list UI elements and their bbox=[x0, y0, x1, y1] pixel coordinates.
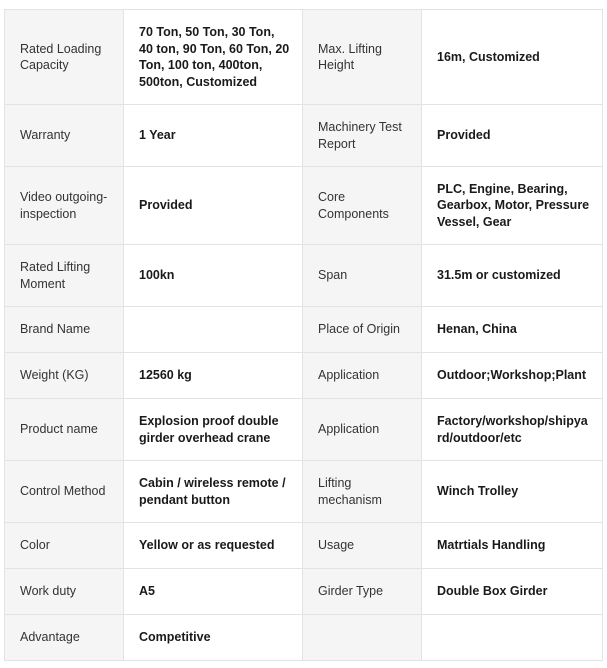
spec-value: 12560 kg bbox=[124, 353, 303, 399]
spec-label: Color bbox=[5, 523, 124, 569]
spec-value: Henan, China bbox=[422, 307, 603, 353]
spec-value: Provided bbox=[124, 167, 303, 245]
spec-label: Place of Origin bbox=[303, 307, 422, 353]
spec-label: Lifting mechanism bbox=[303, 461, 422, 523]
spec-label: Weight (KG) bbox=[5, 353, 124, 399]
spec-value: 16m, Customized bbox=[422, 10, 603, 105]
table-row bbox=[5, 569, 603, 615]
spec-label: Brand Name bbox=[5, 307, 124, 353]
spec-label: Girder Type bbox=[303, 569, 422, 615]
spec-label: Warranty bbox=[5, 105, 124, 167]
spec-label: Span bbox=[303, 245, 422, 307]
spec-value: Cabin / wireless remote / pendant button bbox=[124, 461, 303, 523]
spec-value: Yellow or as requested bbox=[124, 523, 303, 569]
spec-value: Factory/workshop/shipyard/outdoor/etc bbox=[422, 399, 603, 461]
spec-label: Application bbox=[303, 399, 422, 461]
spec-label: Machinery Test Report bbox=[303, 105, 422, 167]
table-row bbox=[5, 307, 603, 353]
table-row bbox=[5, 523, 603, 569]
spec-value: Provided bbox=[422, 105, 603, 167]
spec-label: Work duty bbox=[5, 569, 124, 615]
specifications-table bbox=[4, 9, 603, 661]
spec-label: Rated Loading Capacity bbox=[5, 10, 124, 105]
spec-value: 1 Year bbox=[124, 105, 303, 167]
spec-value: Winch Trolley bbox=[422, 461, 603, 523]
spec-value: A5 bbox=[124, 569, 303, 615]
table-row bbox=[5, 167, 603, 245]
spec-value: PLC, Engine, Bearing, Gearbox, Motor, Pressure Vessel, Gear bbox=[422, 167, 603, 245]
spec-value bbox=[124, 307, 303, 353]
table-row bbox=[5, 245, 603, 307]
spec-label: Usage bbox=[303, 523, 422, 569]
table-row bbox=[5, 615, 603, 661]
table-row bbox=[5, 105, 603, 167]
spec-label: Rated Lifting Moment bbox=[5, 245, 124, 307]
table-row bbox=[5, 461, 603, 523]
spec-label bbox=[303, 615, 422, 661]
spec-value: Competitive bbox=[124, 615, 303, 661]
table-row bbox=[5, 353, 603, 399]
spec-label: Core Components bbox=[303, 167, 422, 245]
table-row bbox=[5, 399, 603, 461]
spec-label: Max. Lifting Height bbox=[303, 10, 422, 105]
spec-label: Video outgoing-inspection bbox=[5, 167, 124, 245]
spec-value: Outdoor;Workshop;Plant bbox=[422, 353, 603, 399]
spec-value: Matrtials Handling bbox=[422, 523, 603, 569]
spec-label: Product name bbox=[5, 399, 124, 461]
spec-label: Application bbox=[303, 353, 422, 399]
spec-value: 100kn bbox=[124, 245, 303, 307]
spec-value: 70 Ton, 50 Ton, 30 Ton, 40 ton, 90 Ton, 60 Ton, 20 Ton, 100 ton, 400ton, 500ton, Customized bbox=[124, 10, 303, 105]
spec-label: Advantage bbox=[5, 615, 124, 661]
spec-value: Explosion proof double girder overhead crane bbox=[124, 399, 303, 461]
spec-value: Double Box Girder bbox=[422, 569, 603, 615]
table-row bbox=[5, 10, 603, 105]
spec-label: Control Method bbox=[5, 461, 124, 523]
spec-value: 31.5m or customized bbox=[422, 245, 603, 307]
spec-value bbox=[422, 615, 603, 661]
